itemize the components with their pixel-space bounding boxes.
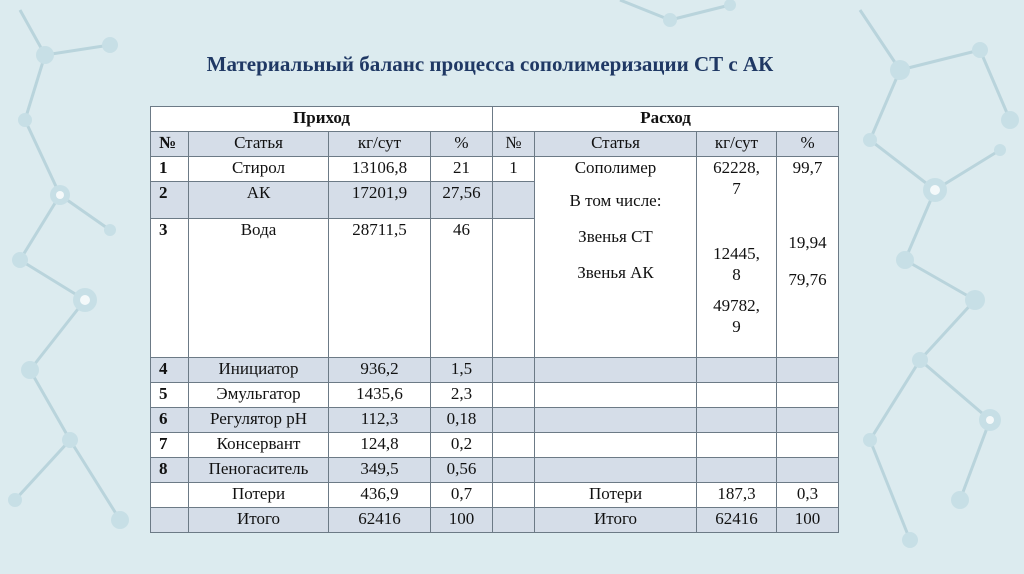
income-col-item: Статья [189,132,329,157]
table-row [151,383,839,408]
expense-kg-total-a: 62228, [713,158,760,177]
income-no: 7 [151,433,189,458]
income-pct: 2,3 [431,383,493,408]
expense-col-kg: кг/сут [697,132,777,157]
expense-col-pct: % [777,132,839,157]
total-income-pct: 100 [431,508,493,533]
empty-cell [697,358,777,383]
income-item: Пеногаситель [189,458,329,483]
expense-pct-st: 19,94 [788,233,827,252]
expense-pct-total: 99,7 [792,158,823,177]
losses-expense-kg: 187,3 [697,483,777,508]
expense-header: Расход [493,107,839,132]
empty-cell [493,433,535,458]
income-header: Приход [151,107,493,132]
total-label: Итого [189,508,329,533]
income-pct: 27,56 [431,182,493,219]
material-balance-table [150,106,839,533]
expense-kg-st-a: 12445, [713,244,760,263]
total-income-kg: 62416 [329,508,431,533]
table-row [151,433,839,458]
expense-item-ak-units: Звенья АК [577,263,654,282]
expense-pct-cell [777,157,839,358]
empty-cell [493,458,535,483]
income-col-kg: кг/сут [329,132,431,157]
empty-cell [535,433,697,458]
losses-row [151,483,839,508]
income-col-pct: % [431,132,493,157]
empty-cell [777,408,839,433]
table-header-row [151,107,839,132]
income-kg: 17201,9 [329,182,431,219]
empty-cell [493,508,535,533]
expense-item-copolymer: Сополимер [574,158,657,177]
total-expense-pct: 100 [777,508,839,533]
total-label-expense: Итого [535,508,697,533]
income-no: 3 [151,219,189,358]
expense-items-cell [535,157,697,358]
empty-cell [151,483,189,508]
expense-col-item: Статья [535,132,697,157]
empty-cell [697,458,777,483]
empty-cell [493,408,535,433]
income-item: Консервант [189,433,329,458]
income-kg: 936,2 [329,358,431,383]
expense-kg-st-b: 8 [732,265,741,284]
income-pct: 1,5 [431,358,493,383]
income-no: 8 [151,458,189,483]
empty-cell [697,408,777,433]
income-pct: 0,2 [431,433,493,458]
income-pct: 21 [431,157,493,182]
empty-cell [493,383,535,408]
expense-kg-ak-a: 49782, [713,296,760,315]
empty-cell [535,383,697,408]
losses-income-kg: 436,9 [329,483,431,508]
empty-cell [777,433,839,458]
income-kg: 112,3 [329,408,431,433]
losses-income-pct: 0,7 [431,483,493,508]
empty-cell [535,358,697,383]
income-kg: 124,8 [329,433,431,458]
income-pct: 0,18 [431,408,493,433]
income-item: Регулятор pH [189,408,329,433]
income-item: Вода [189,219,329,358]
income-no: 4 [151,358,189,383]
expense-no-empty [493,219,535,358]
income-kg: 13106,8 [329,157,431,182]
income-item: Инициатор [189,358,329,383]
income-no: 2 [151,182,189,219]
table-row [151,458,839,483]
expense-kg-cell [697,157,777,358]
expense-no-empty [493,182,535,219]
losses-label-expense: Потери [535,483,697,508]
empty-cell [535,458,697,483]
losses-expense-pct: 0,3 [777,483,839,508]
income-kg: 1435,6 [329,383,431,408]
income-item: Эмульгатор [189,383,329,408]
empty-cell [777,383,839,408]
losses-label: Потери [189,483,329,508]
expense-no: 1 [493,157,535,182]
total-expense-kg: 62416 [697,508,777,533]
income-col-no: № [151,132,189,157]
expense-kg-ak-b: 9 [732,317,741,336]
income-pct: 0,56 [431,458,493,483]
total-row [151,508,839,533]
column-header-row [151,132,839,157]
table-row [151,408,839,433]
empty-cell [697,433,777,458]
income-kg: 28711,5 [329,219,431,358]
empty-cell [777,458,839,483]
empty-cell [535,408,697,433]
income-no: 6 [151,408,189,433]
income-kg: 349,5 [329,458,431,483]
expense-item-st-units: Звенья СТ [578,227,653,246]
empty-cell [493,358,535,383]
empty-cell [493,483,535,508]
empty-cell [697,383,777,408]
income-no: 1 [151,157,189,182]
income-no: 5 [151,383,189,408]
expense-pct-ak: 79,76 [788,270,827,289]
empty-cell [777,358,839,383]
expense-item-including: В том числе: [569,191,662,210]
income-item: АК [189,182,329,219]
table-row [151,358,839,383]
expense-kg-total-b: 7 [732,179,741,198]
income-pct: 46 [431,219,493,358]
expense-col-no: № [493,132,535,157]
income-item: Стирол [189,157,329,182]
page-title: Материальный баланс процесса сополимеризации СТ с АК [206,52,774,76]
table-row [151,157,839,182]
empty-cell [151,508,189,533]
